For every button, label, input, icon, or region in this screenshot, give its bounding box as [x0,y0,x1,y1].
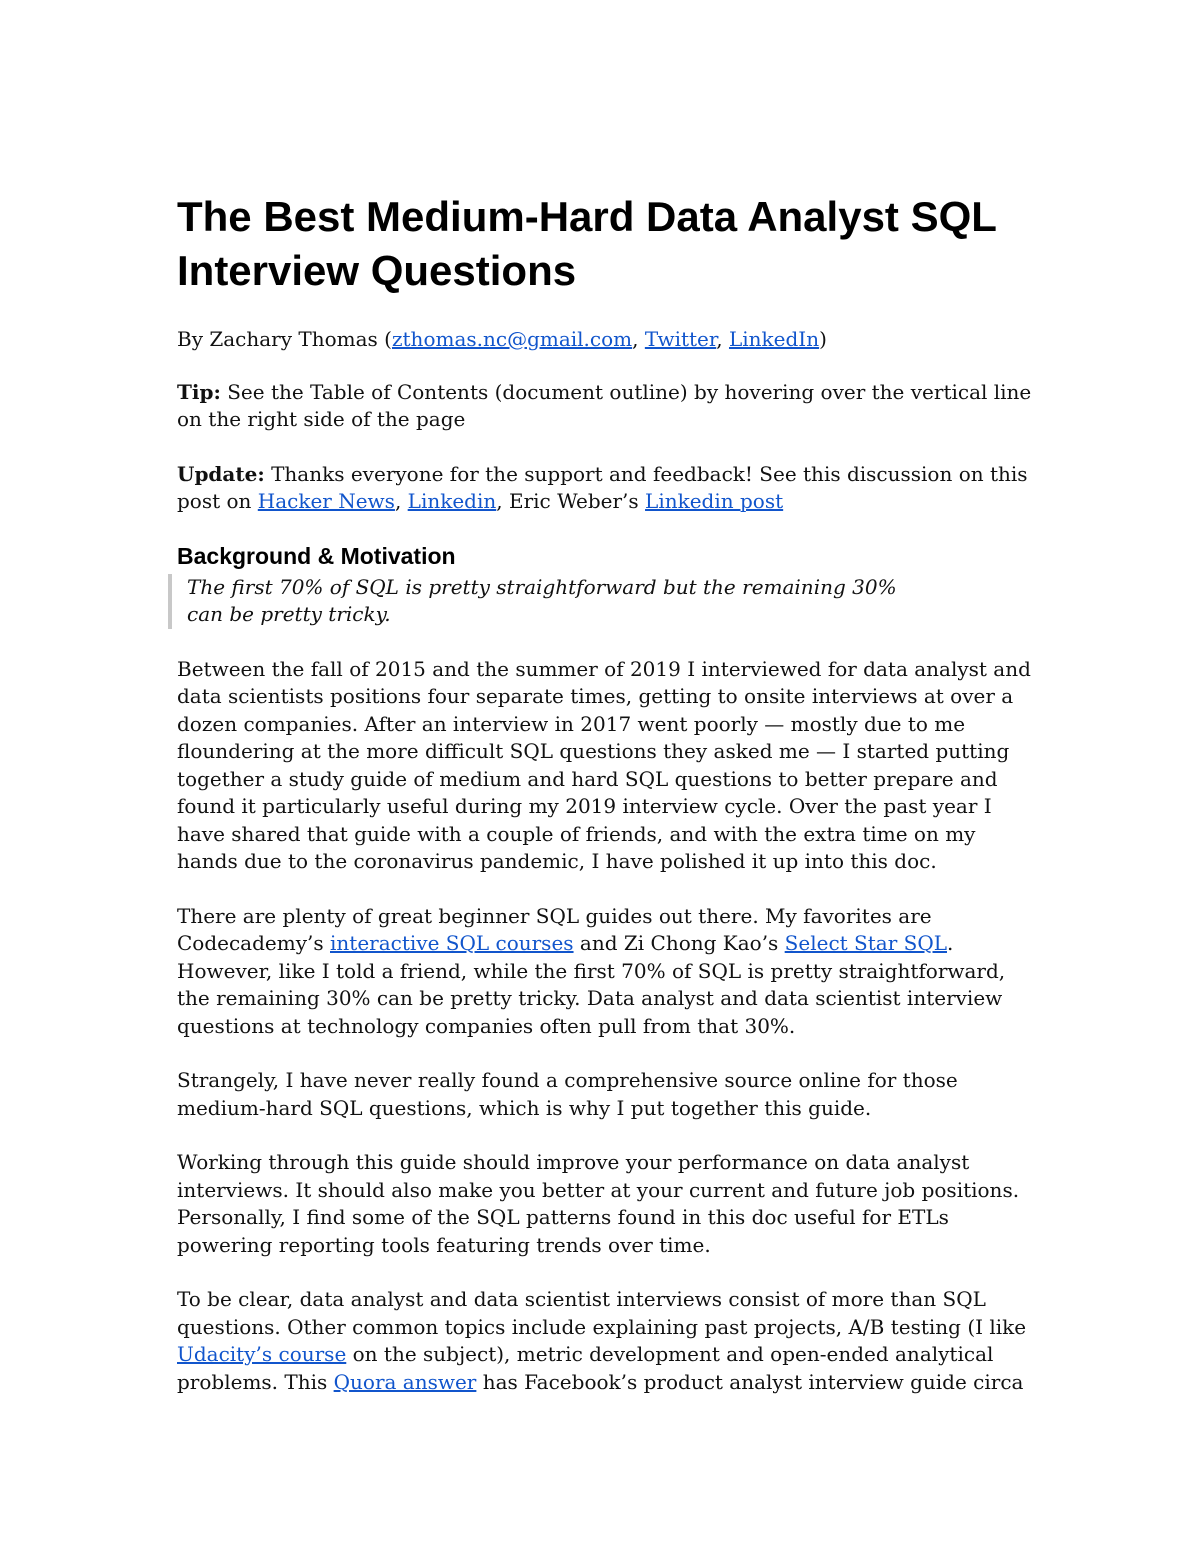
paragraph-5 [177,1286,1037,1396]
twitter-link[interactable]: Twitter [644,327,717,351]
tip-label: Tip: [177,379,221,404]
paragraph-text: and Zi Chong Kao’s [573,931,785,955]
byline-sep: , [716,327,729,351]
byline [177,326,1037,354]
document-title: The Best Medium-Hard Data Analyst SQL Interview Questions [177,193,997,294]
paragraph-4: Working through this guide should improve your performance on data analyst interviews. It should also make you better at your current and future job positions. Personally, I find some of the SQL patterns found in this doc useful for ETLs powering reporting tools featuring trends over time. [177,1150,1020,1257]
tip-paragraph [177,379,1037,434]
update-paragraph [177,461,1037,516]
paragraph-text: on the subject), metric development and open-ended analytical problems. This [177,1342,994,1394]
update-text: Thanks everyone for the support and feedback! See this discussion on this post on [177,461,1028,513]
paragraph-2 [177,903,1037,1041]
paragraph-text: . However, like I told a friend, while the first 70% of SQL is pretty straightforward, the remaining 30% can be pretty tricky. Data analyst and data scientist interview questions at technology companies often pull from that 30%. [177,931,1006,1038]
interactive-sql-courses-link[interactable]: interactive SQL courses [330,931,574,955]
document-page [177,190,1037,1423]
email-link[interactable]: zthomas.nc@gmail.com [391,327,633,351]
update-label: Update: [177,461,265,486]
paragraph-3: Strangely, I have never really found a comprehensive source online for those medium-hard SQL questions, which is why I put together this guide. [177,1068,958,1120]
hacker-news-link[interactable]: Hacker News [257,489,395,513]
udacity-course-link[interactable]: Udacity’s course [177,1342,347,1366]
byline-prefix: By Zachary Thomas ( [177,327,392,351]
linkedin-link[interactable]: LinkedIn [728,327,820,351]
byline-suffix: ) [819,327,827,351]
quora-answer-link[interactable]: Quora answer [333,1369,477,1394]
tip-text: See the Table of Contents (document outline) by hovering over the vertical line on the right side of the page [177,379,1032,431]
section-heading: Background & Motivation [177,542,456,569]
paragraph-text: There are plenty of great beginner SQL guides out there. My favorites are Codecademy’s [177,903,932,955]
update-sep: , [394,489,408,513]
update-linkedin-link[interactable]: Linkedin [407,489,497,513]
paragraph-text: has Facebook’s product analyst interview guide circa [476,1369,1024,1394]
select-star-sql-link[interactable]: Select Star SQL [784,931,947,955]
linkedin-post-link[interactable]: Linkedin post [645,489,784,513]
paragraph-text: To be clear, data analyst and data scientist interviews consist of more than SQL questions. Other common topics include explaining past projects, A/B testing (I like [177,1287,1027,1339]
paragraph-1: Between the fall of 2015 and the summer of 2019 I interviewed for data analyst and data scientists positions four separate times, getting to onsite interviews at over a dozen companies. After an interview in 2017 went poorly — mostly due to me floundering at the more difficult SQL questions they asked me — I started putting together a study guide of medium and hard SQL questions to better prepare and found it particularly useful during my 2019 interview cycle. Over the past year I have shared that guide with a couple of friends, and with the extra time on my hands due to the coronavirus pandemic, I have polished it up into this doc. [177,656,1031,873]
byline-sep: , [632,327,645,351]
pull-quote: The first 70% of SQL is pretty straightforward but the remaining 30% can be pretty tricky. [168,574,927,629]
update-text-mid: , Eric Weber’s [496,489,646,513]
